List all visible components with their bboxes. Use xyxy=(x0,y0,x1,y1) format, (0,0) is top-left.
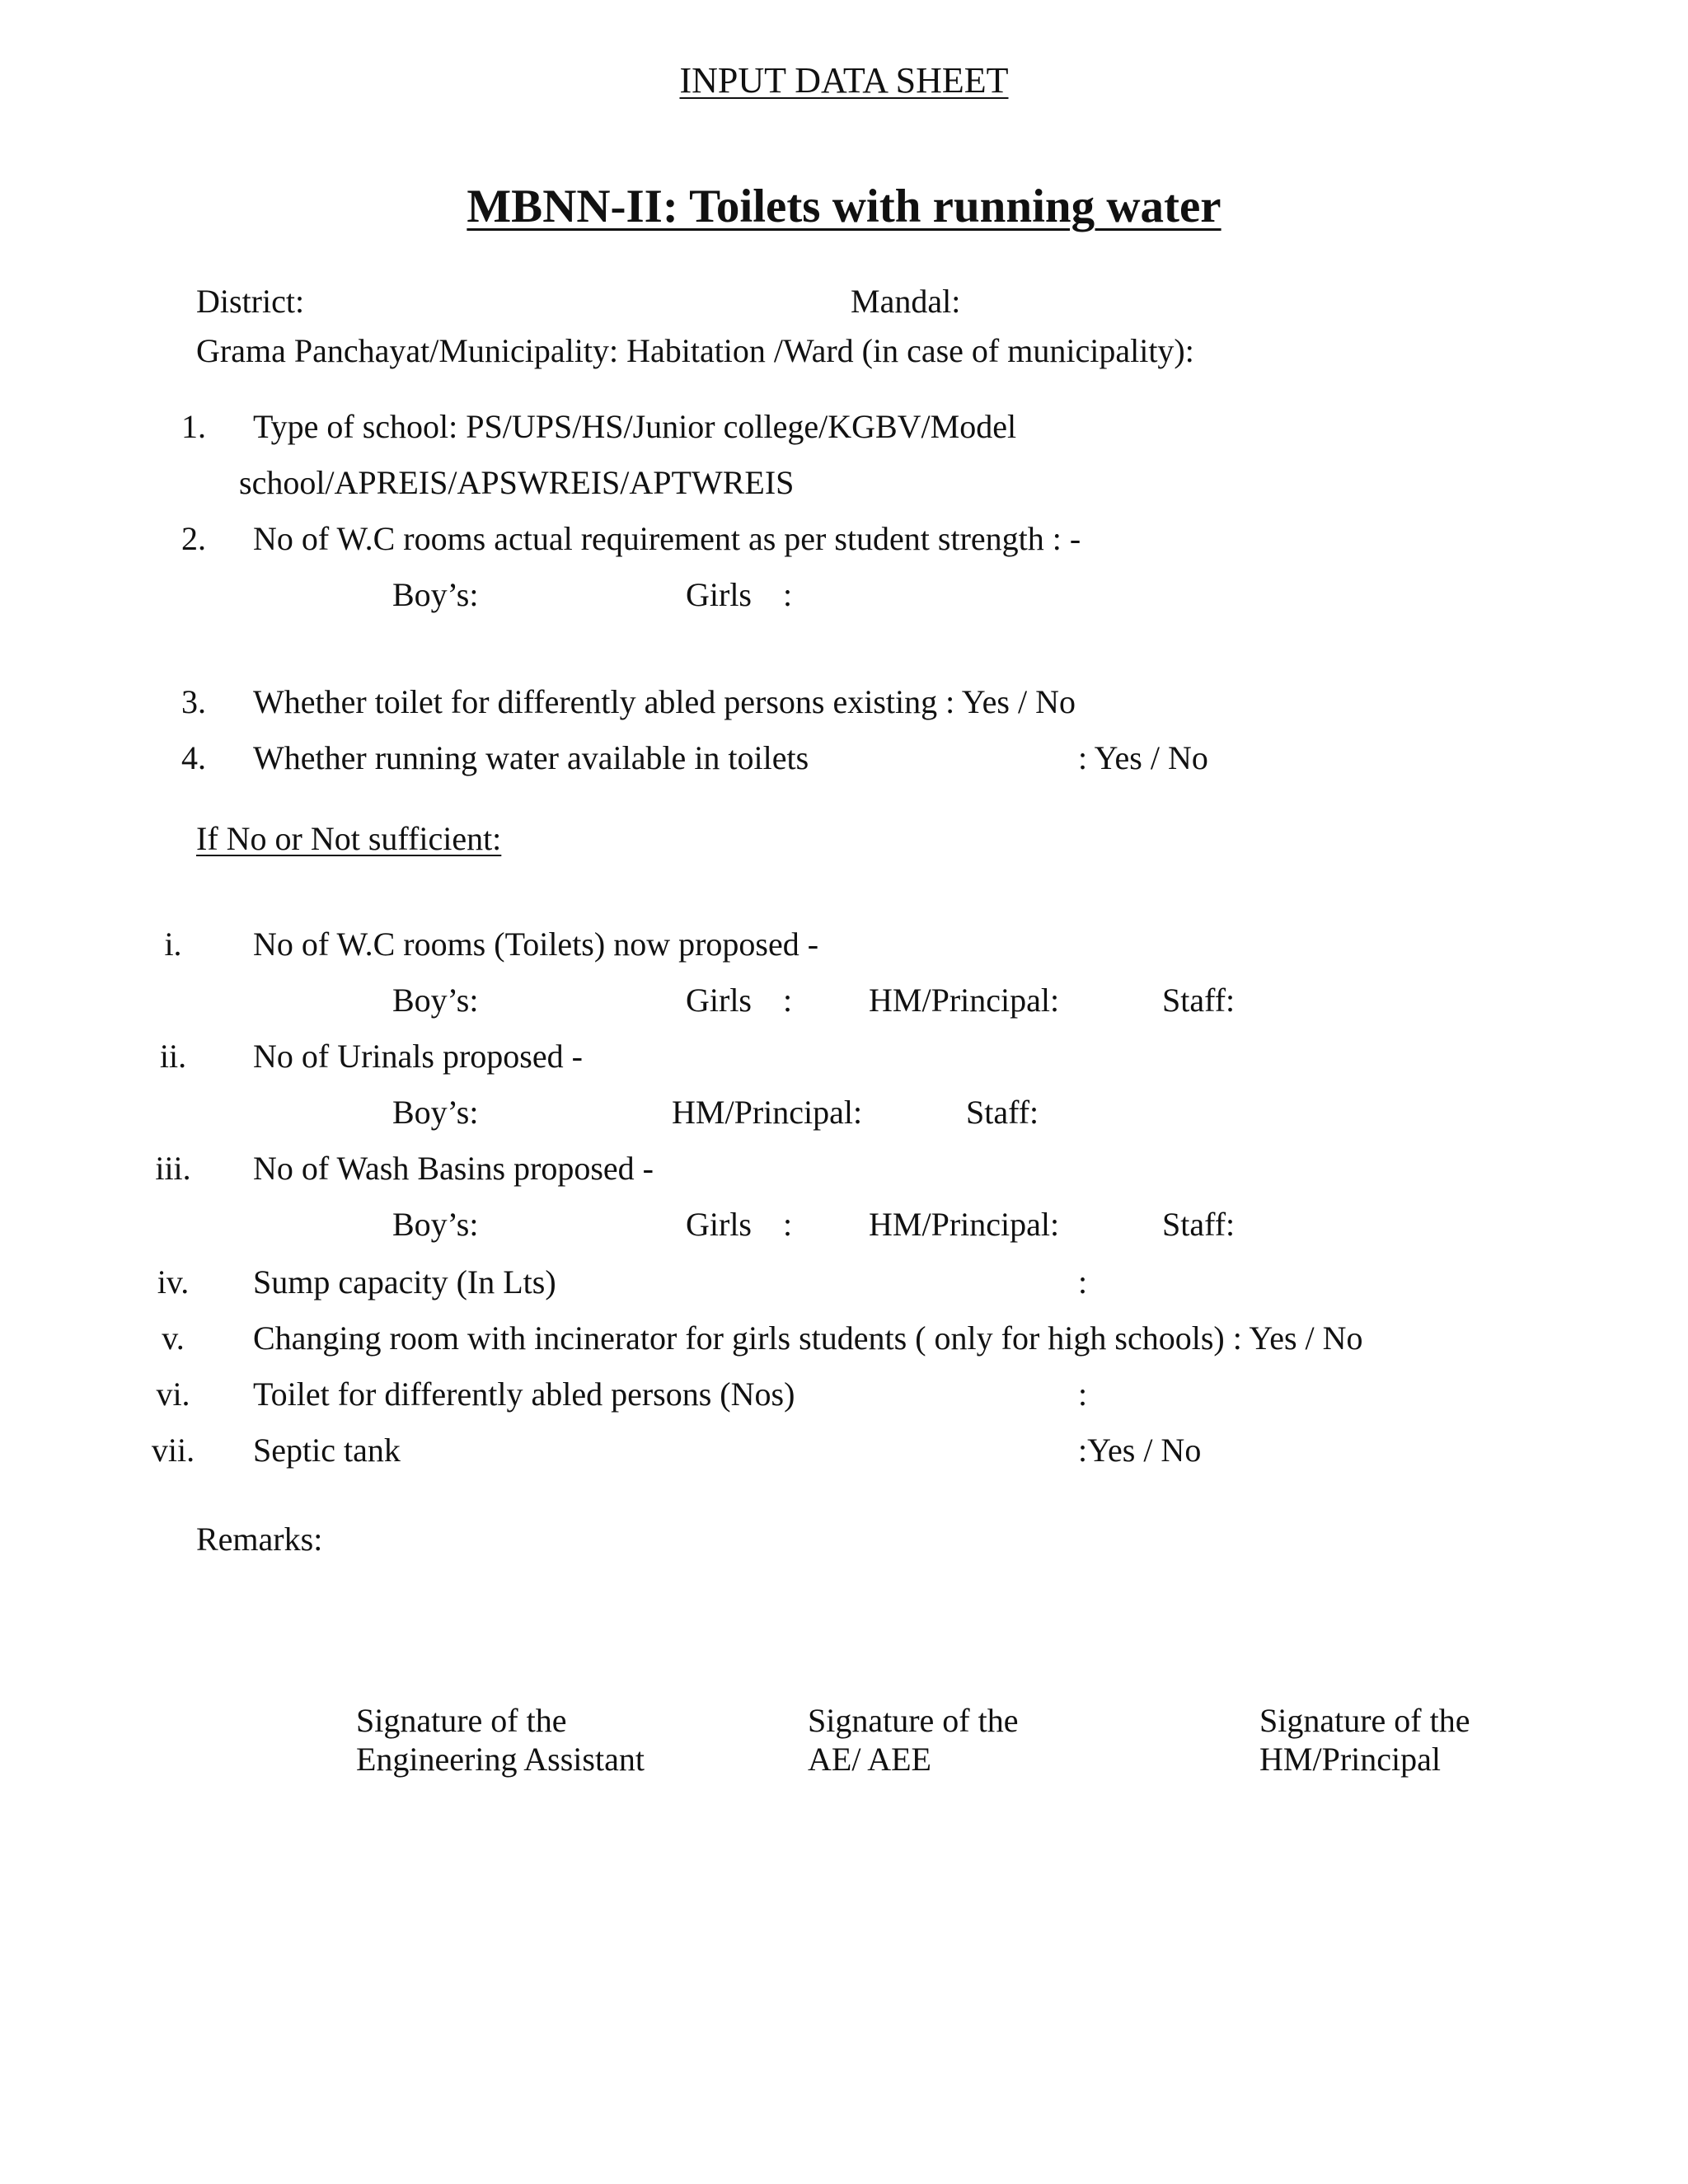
if-no-heading: If No or Not sufficient: xyxy=(196,820,502,857)
remarks-label: Remarks: xyxy=(196,1521,323,1558)
running-water-question: Whether running water available in toilets xyxy=(253,739,809,776)
hm-principal-label: HM/Principal: xyxy=(869,982,1060,1019)
signature-ae-aee xyxy=(808,1701,1019,1779)
signature-line1: Signature of the xyxy=(356,1702,567,1739)
wc-rooms-proposed-text: No of W.C rooms (Toilets) now proposed - xyxy=(253,926,819,963)
running-water-answer: : Yes / No xyxy=(1078,739,1208,776)
staff-label: Staff: xyxy=(966,1094,1039,1131)
roman-numeral: vi. xyxy=(156,1376,190,1413)
sheet-title: INPUT DATA SHEET xyxy=(679,60,1009,101)
hm-principal-label: HM/Principal: xyxy=(672,1094,863,1131)
item-number: 1. xyxy=(181,408,206,445)
signature-line2: HM/Principal xyxy=(1259,1741,1441,1779)
roman-numeral: iii. xyxy=(155,1150,191,1187)
grama-panchayat-line: Grama Panchayat/Municipality: Habitation /Ward (in case of municipality): xyxy=(196,332,1194,369)
hm-principal-label: HM/Principal: xyxy=(869,1206,1060,1243)
differently-abled-toilet-nos-text: Toilet for differently abled persons (Nos) xyxy=(253,1376,795,1413)
item-number: 2. xyxy=(181,520,206,557)
item-number: 4. xyxy=(181,739,206,776)
roman-numeral: v. xyxy=(162,1319,185,1357)
roman-numeral: iv. xyxy=(157,1263,190,1301)
signature-engineering-assistant xyxy=(356,1701,645,1779)
septic-tank-text: Septic tank xyxy=(253,1432,401,1469)
wc-requirement-text: No of W.C rooms actual requirement as per student strength : - xyxy=(253,520,1081,557)
boys-label: Boy’s: xyxy=(392,1094,479,1131)
differently-abled-toilet-existing: Whether toilet for differently abled persons existing : Yes / No xyxy=(253,683,1076,720)
roman-numeral: vii. xyxy=(151,1432,195,1469)
school-type-line2: school/APREIS/APSWREIS/APTWREIS xyxy=(239,464,795,501)
signature-hm-principal xyxy=(1259,1701,1470,1779)
differently-abled-toilet-colon: : xyxy=(1078,1376,1088,1413)
urinals-proposed-text: No of Urinals proposed - xyxy=(253,1038,583,1075)
changing-room-text: Changing room with incinerator for girls students ( only for high schools) : Yes / No xyxy=(253,1319,1363,1357)
mandal-label: Mandal: xyxy=(851,283,961,320)
boys-label: Boy’s: xyxy=(392,1206,479,1243)
girls-label: Girls xyxy=(686,576,752,613)
septic-tank-answer: :Yes / No xyxy=(1078,1432,1202,1469)
signature-line2: AE/ AEE xyxy=(808,1741,931,1779)
roman-numeral: ii. xyxy=(159,1038,187,1075)
form-title: MBNN-II: Toilets with running water xyxy=(467,180,1221,232)
boys-label: Boy’s: xyxy=(392,576,479,613)
girls-label: Girls xyxy=(686,1206,752,1243)
girls-colon: : xyxy=(783,1206,793,1243)
girls-label: Girls xyxy=(686,982,752,1019)
signature-line1: Signature of the xyxy=(1259,1702,1470,1739)
district-label: District: xyxy=(196,283,305,320)
roman-numeral: i. xyxy=(164,926,182,963)
girls-colon: : xyxy=(783,982,793,1019)
signature-line2: Engineering Assistant xyxy=(356,1741,645,1779)
signature-line1: Signature of the xyxy=(808,1702,1019,1739)
sump-capacity-colon: : xyxy=(1078,1263,1088,1301)
wash-basins-proposed-text: No of Wash Basins proposed - xyxy=(253,1150,654,1187)
school-type-line1: Type of school: PS/UPS/HS/Junior college/KGBV/Model xyxy=(253,408,1017,445)
girls-colon: : xyxy=(783,576,793,613)
sump-capacity-text: Sump capacity (In Lts) xyxy=(253,1263,556,1301)
staff-label: Staff: xyxy=(1162,982,1236,1019)
item-number: 3. xyxy=(181,683,206,720)
staff-label: Staff: xyxy=(1162,1206,1236,1243)
boys-label: Boy’s: xyxy=(392,982,479,1019)
